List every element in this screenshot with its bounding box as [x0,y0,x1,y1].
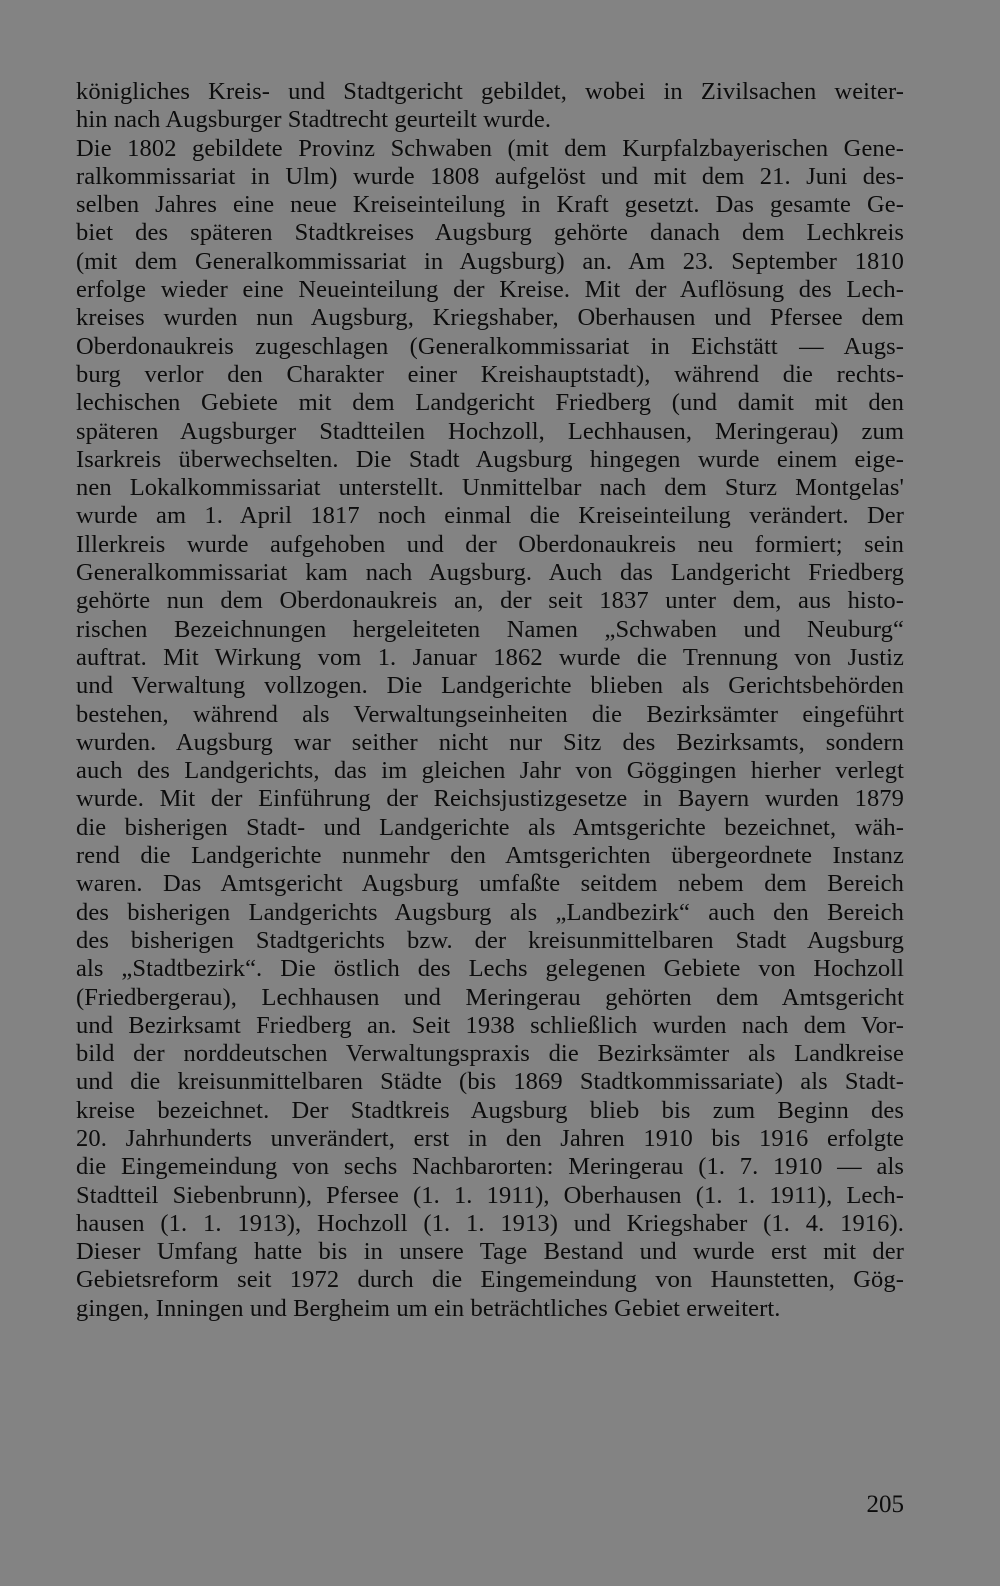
text-line: burg verlor den Charakter einer Kreishauptstadt), während die rechts- [76,360,904,388]
text-line: wurden. Augsburg war seither nicht nur Sitz des Bezirksamts, sondern [76,728,904,756]
text-line: späteren Augsburger Stadtteilen Hochzoll, Lechhausen, Meringerau) zum [76,417,904,445]
text-line: königliches Kreis- und Stadtgericht gebildet, wobei in Zivilsachen weiter- [76,78,904,105]
text-line: kreises wurden nun Augsburg, Kriegshaber, Oberhausen und Pfersee dem [76,304,904,332]
text-line: selben Jahres eine neue Kreiseinteilung in Kraft gesetzt. Das gesamte Ge- [76,191,904,219]
text-line: bild der norddeutschen Verwaltungspraxis die Bezirksämter als Landkreise [76,1040,904,1068]
text-line: Illerkreis wurde aufgehoben und der Oberdonaukreis neu formiert; sein [76,530,904,558]
text-line: Stadtteil Siebenbrunn), Pfersee (1. 1. 1911), Oberhausen (1. 1. 1911), Lech- [76,1181,904,1209]
text-line: biet des späteren Stadtkreises Augsburg gehörte danach dem Lechkreis [76,219,904,247]
text-line: 20. Jahrhunderts unverändert, erst in den Jahren 1910 bis 1916 erfolgte [76,1124,904,1152]
body-text [76,78,904,1323]
text-line: rischen Bezeichnungen hergeleiteten Namen „Schwaben und Neuburg“ [76,615,904,643]
text-line: die bisherigen Stadt- und Landgerichte als Amtsgerichte bezeichnet, wäh- [76,813,904,841]
text-line: und die kreisunmittelbaren Städte (bis 1869 Stadtkommissariate) als Stadt- [76,1068,904,1096]
text-line: die Eingemeindung von sechs Nachbarorten: Meringerau (1. 7. 1910 — als [76,1153,904,1181]
text-line: Dieser Umfang hatte bis in unsere Tage Bestand und wurde erst mit der [76,1238,904,1266]
text-line: (Friedbergerau), Lechhausen und Meringerau gehörten dem Amtsgericht [76,983,904,1011]
text-line: Gebietsreform seit 1972 durch die Eingemeindung von Haunstetten, Gög- [76,1266,904,1294]
text-line: nen Lokalkommissariat unterstellt. Unmittelbar nach dem Sturz Montgelas' [76,474,904,502]
text-line: des bisherigen Landgerichts Augsburg als „Landbezirk“ auch den Bereich [76,898,904,926]
text-line: waren. Das Amtsgericht Augsburg umfaßte seitdem nebem dem Bereich [76,870,904,898]
text-line: erfolge wieder eine Neueinteilung der Kreise. Mit der Auflösung des Lech- [76,276,904,304]
text-line: kreise bezeichnet. Der Stadtkreis Augsburg blieb bis zum Beginn des [76,1096,904,1124]
text-line: Oberdonaukreis zugeschlagen (Generalkommissariat in Eichstätt — Augs- [76,332,904,360]
page-number: 205 [866,1491,904,1518]
text-line: des bisherigen Stadtgerichts bzw. der kreisunmittelbaren Stadt Augsburg [76,926,904,954]
text-line: auftrat. Mit Wirkung vom 1. Januar 1862 wurde die Trennung von Justiz [76,643,904,671]
text-line: wurde am 1. April 1817 noch einmal die Kreiseinteilung verändert. Der [76,502,904,530]
text-line: gehörte nun dem Oberdonaukreis an, der seit 1837 unter dem, aus histo- [76,587,904,615]
text-line: gingen, Inningen und Bergheim um ein beträchtliches Gebiet erweitert. [76,1294,781,1322]
text-line: hausen (1. 1. 1913), Hochzoll (1. 1. 1913) und Kriegshaber (1. 4. 1916). [76,1209,904,1237]
text-line: und Bezirksamt Friedberg an. Seit 1938 schließlich wurden nach dem Vor- [76,1011,904,1039]
text-line: Generalkommissariat kam nach Augsburg. Auch das Landgericht Friedberg [76,559,904,587]
text-line: und Verwaltung vollzogen. Die Landgerichte blieben als Gerichtsbehörden [76,672,904,700]
text-line: ralkommissariat in Ulm) wurde 1808 aufgelöst und mit dem 21. Juni des- [76,162,904,190]
text-line: bestehen, während als Verwaltungseinheiten die Bezirksämter eingeführt [76,700,904,728]
text-line: lechischen Gebiete mit dem Landgericht Friedberg (und damit mit den [76,389,904,417]
text-line: Isarkreis überwechselten. Die Stadt Augsburg hingegen wurde einem eige- [76,445,904,473]
text-line: hin nach Augsburger Stadtrecht geurteilt wurde. [76,106,552,134]
text-line: (mit dem Generalkommissariat in Augsburg) an. Am 23. September 1810 [76,247,904,275]
text-line: als „Stadtbezirk“. Die östlich des Lechs gelegenen Gebiete von Hochzoll [76,955,904,983]
text-line: auch des Landgerichts, das im gleichen Jahr von Göggingen hierher verlegt [76,757,904,785]
text-line: Die 1802 gebildete Provinz Schwaben (mit dem Kurpfalzbayerischen Gene- [76,134,904,162]
text-line: wurde. Mit der Einführung der Reichsjustizgesetze in Bayern wurden 1879 [76,785,904,813]
text-line: rend die Landgerichte nunmehr den Amtsgerichten übergeordnete Instanz [76,842,904,870]
